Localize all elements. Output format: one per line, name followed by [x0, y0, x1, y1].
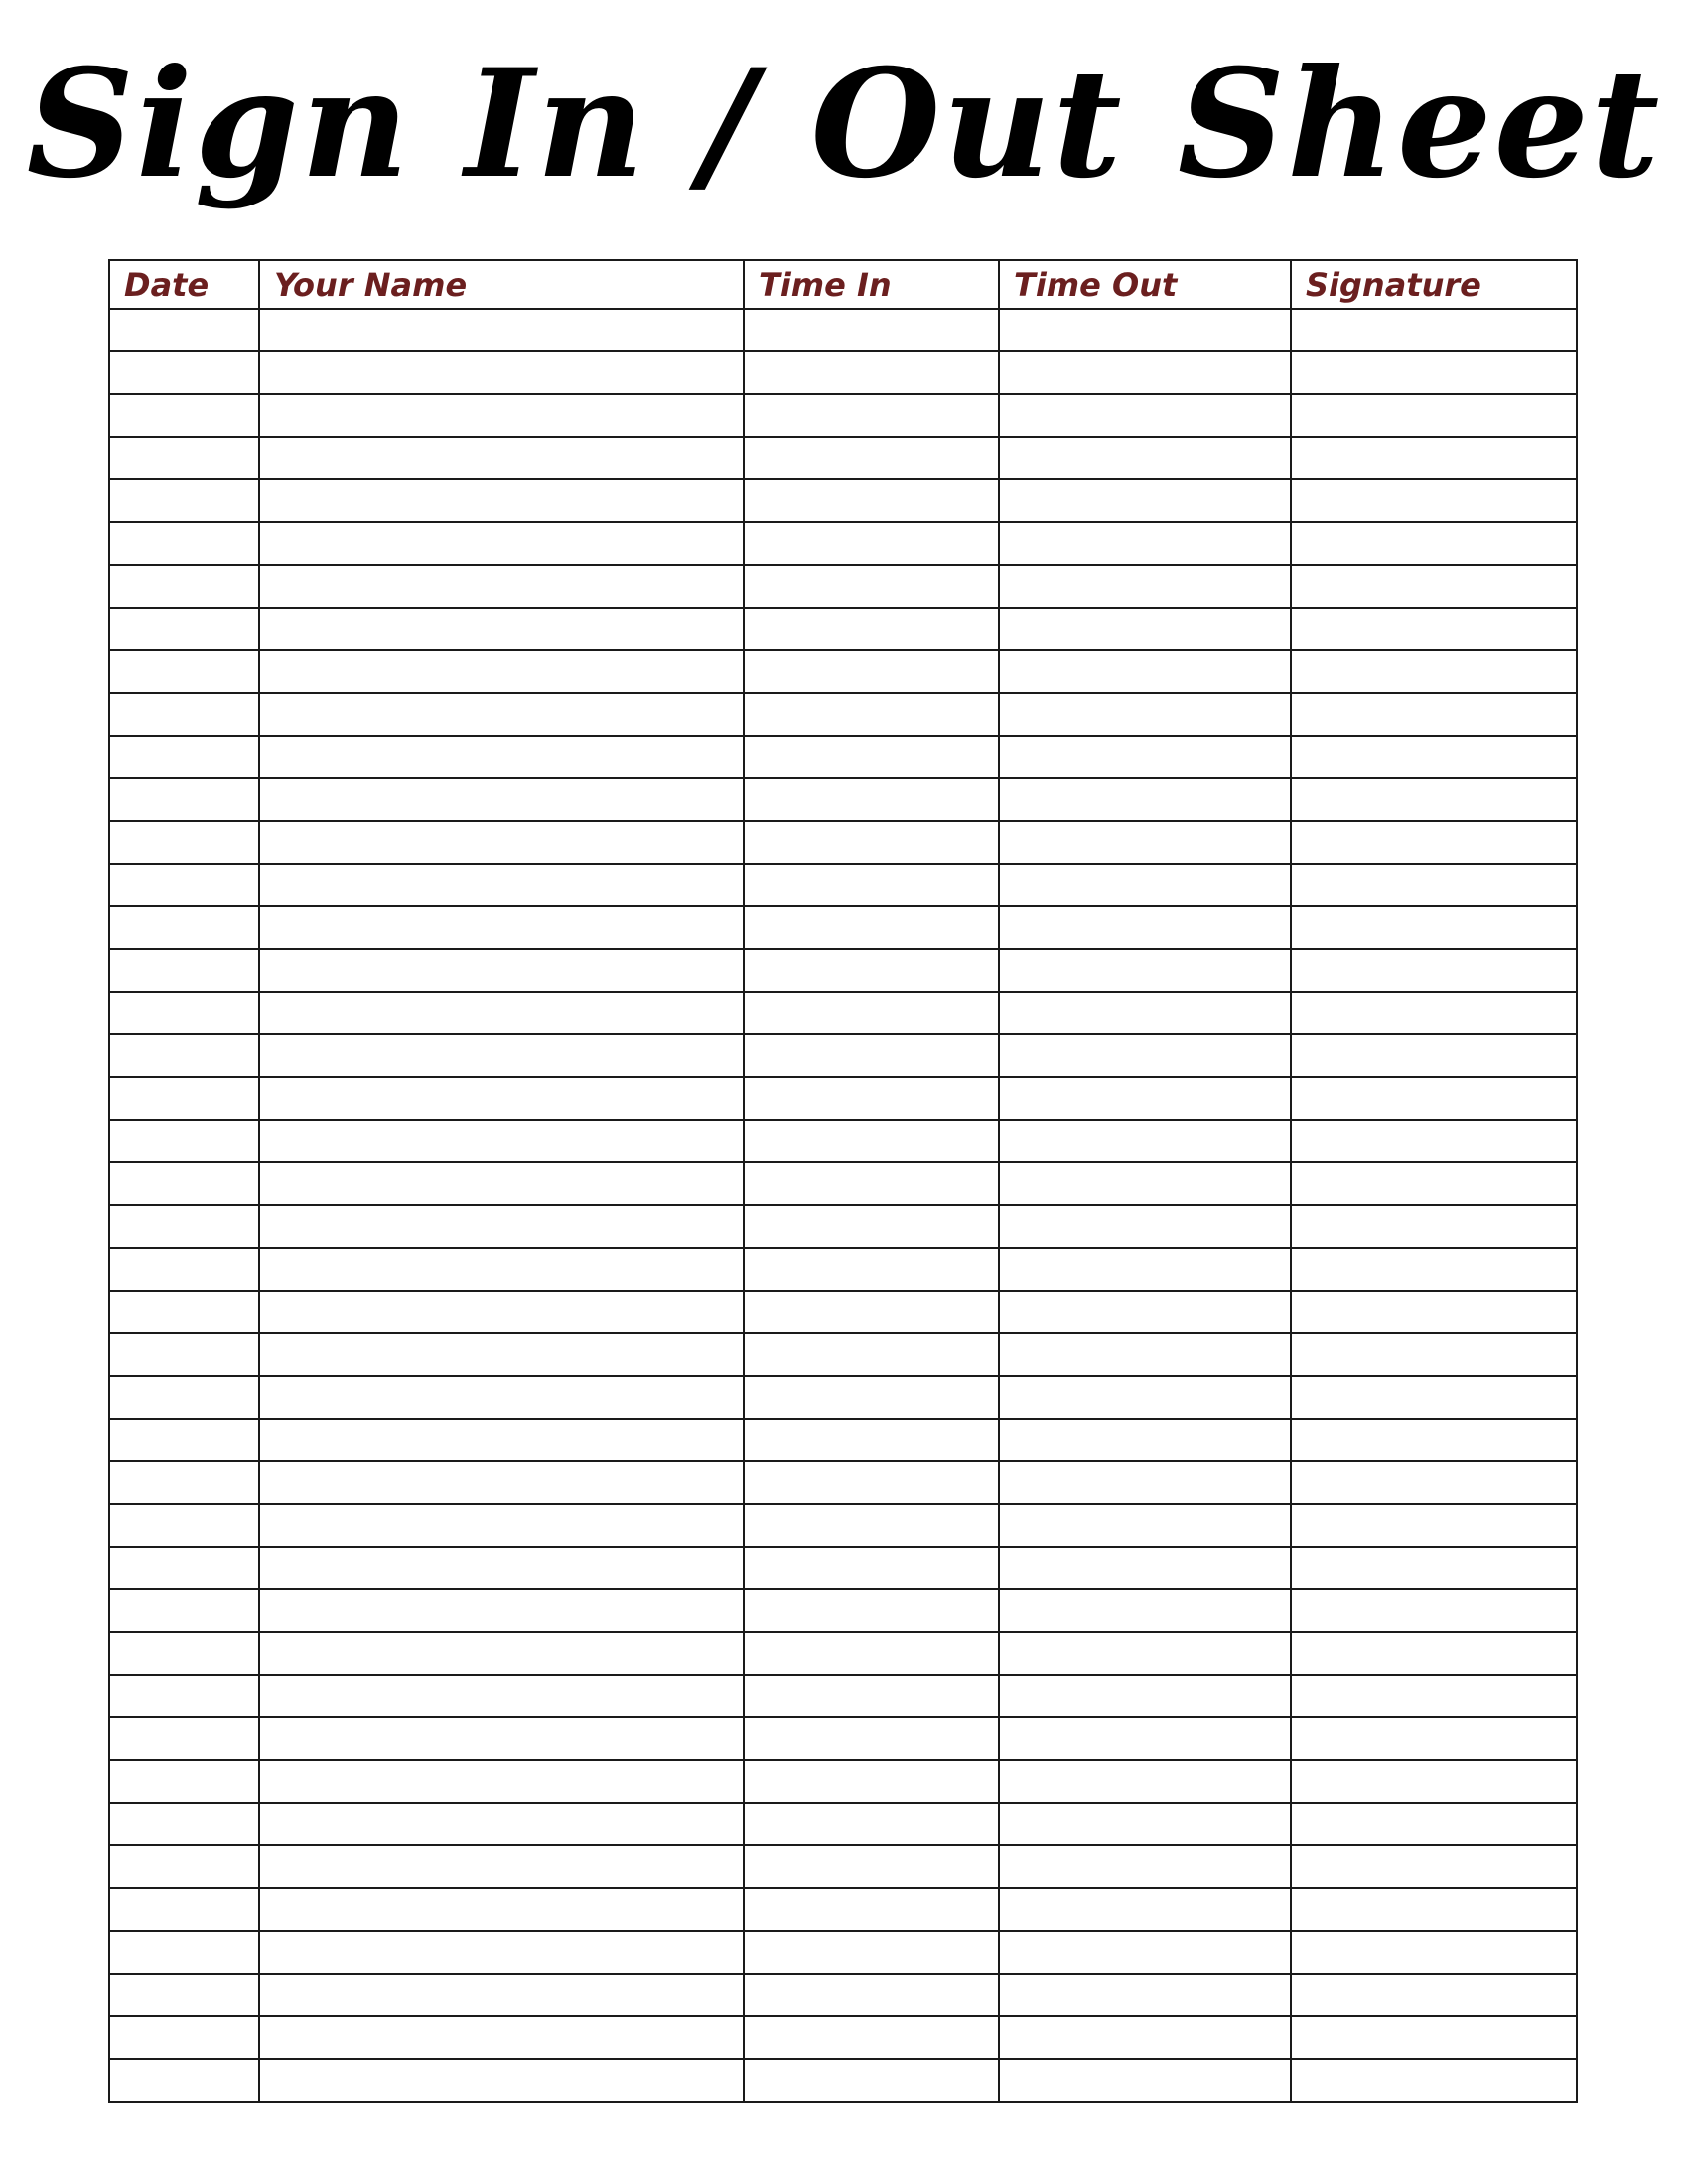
name-cell[interactable]: [259, 1291, 744, 1333]
signature-cell[interactable]: [1291, 906, 1577, 949]
signature-cell[interactable]: [1291, 949, 1577, 992]
name-cell[interactable]: [259, 1803, 744, 1845]
column-header-time-in: Time In: [744, 260, 999, 309]
name-cell[interactable]: [259, 1461, 744, 1504]
name-cell[interactable]: [259, 778, 744, 821]
date-cell[interactable]: [109, 992, 259, 1034]
time-in-cell[interactable]: [744, 1504, 999, 1547]
time-out-cell[interactable]: [999, 1931, 1291, 1974]
time-in-cell[interactable]: [744, 1205, 999, 1248]
time-out-cell[interactable]: [999, 394, 1291, 437]
time-in-cell[interactable]: [744, 1333, 999, 1376]
time-in-cell[interactable]: [744, 864, 999, 906]
date-cell[interactable]: [109, 1675, 259, 1717]
time-in-cell[interactable]: [744, 1845, 999, 1888]
time-in-cell[interactable]: [744, 1974, 999, 2016]
table-row: [109, 821, 1577, 864]
date-cell[interactable]: [109, 1888, 259, 1931]
date-cell[interactable]: [109, 906, 259, 949]
name-cell[interactable]: [259, 1333, 744, 1376]
date-cell[interactable]: [109, 736, 259, 778]
signature-cell[interactable]: [1291, 1333, 1577, 1376]
time-out-cell[interactable]: [999, 1162, 1291, 1205]
time-in-cell[interactable]: [744, 1675, 999, 1717]
table-row: [109, 1034, 1577, 1077]
date-cell[interactable]: [109, 351, 259, 394]
signature-cell[interactable]: [1291, 608, 1577, 650]
name-cell[interactable]: [259, 1931, 744, 1974]
name-cell[interactable]: [259, 693, 744, 736]
date-cell[interactable]: [109, 1547, 259, 1589]
signature-cell[interactable]: [1291, 1589, 1577, 1632]
signature-cell[interactable]: [1291, 437, 1577, 479]
table-row: [109, 1376, 1577, 1419]
time-out-cell[interactable]: [999, 1803, 1291, 1845]
sign-in-table: [108, 259, 1578, 2103]
name-cell[interactable]: [259, 906, 744, 949]
table-header-row: [109, 260, 1577, 309]
time-in-cell[interactable]: [744, 1034, 999, 1077]
signature-cell[interactable]: [1291, 864, 1577, 906]
signature-cell[interactable]: [1291, 1504, 1577, 1547]
column-header-time-out: Time Out: [999, 260, 1291, 309]
time-out-cell[interactable]: [999, 906, 1291, 949]
name-cell[interactable]: [259, 394, 744, 437]
signature-cell[interactable]: [1291, 693, 1577, 736]
signature-cell[interactable]: [1291, 1077, 1577, 1120]
table-row: [109, 565, 1577, 608]
date-cell[interactable]: [109, 1077, 259, 1120]
time-in-cell[interactable]: [744, 437, 999, 479]
name-cell[interactable]: [259, 1547, 744, 1589]
date-cell[interactable]: [109, 437, 259, 479]
date-cell[interactable]: [109, 2059, 259, 2102]
table-row: [109, 1974, 1577, 2016]
time-out-cell[interactable]: [999, 1291, 1291, 1333]
time-in-cell[interactable]: [744, 949, 999, 992]
time-in-cell[interactable]: [744, 1589, 999, 1632]
date-cell[interactable]: [109, 693, 259, 736]
signature-cell[interactable]: [1291, 736, 1577, 778]
time-out-cell[interactable]: [999, 2016, 1291, 2059]
signature-cell[interactable]: [1291, 778, 1577, 821]
time-out-cell[interactable]: [999, 1589, 1291, 1632]
signature-cell[interactable]: [1291, 821, 1577, 864]
time-in-cell[interactable]: [744, 1547, 999, 1589]
signature-cell[interactable]: [1291, 650, 1577, 693]
table-row: [109, 309, 1577, 351]
table-row: [109, 1717, 1577, 1760]
time-out-cell[interactable]: [999, 309, 1291, 351]
time-in-cell[interactable]: [744, 1291, 999, 1333]
table-row: [109, 1589, 1577, 1632]
time-out-cell[interactable]: [999, 1248, 1291, 1291]
table-row: [109, 778, 1577, 821]
table-row: [109, 1675, 1577, 1717]
time-in-cell[interactable]: [744, 1717, 999, 1760]
table-row: [109, 1803, 1577, 1845]
time-in-cell[interactable]: [744, 992, 999, 1034]
date-cell[interactable]: [109, 949, 259, 992]
name-cell[interactable]: [259, 1034, 744, 1077]
table-row: [109, 693, 1577, 736]
name-cell[interactable]: [259, 437, 744, 479]
table-row: [109, 351, 1577, 394]
table-row: [109, 522, 1577, 565]
time-out-cell[interactable]: [999, 864, 1291, 906]
table-row: [109, 1419, 1577, 1461]
time-in-cell[interactable]: [744, 1931, 999, 1974]
name-cell[interactable]: [259, 479, 744, 522]
name-cell[interactable]: [259, 309, 744, 351]
table-row: [109, 437, 1577, 479]
time-out-cell[interactable]: [999, 1419, 1291, 1461]
name-cell[interactable]: [259, 949, 744, 992]
time-out-cell[interactable]: [999, 736, 1291, 778]
time-out-cell[interactable]: [999, 479, 1291, 522]
name-cell[interactable]: [259, 565, 744, 608]
time-in-cell[interactable]: [744, 1461, 999, 1504]
table-row: [109, 906, 1577, 949]
name-cell[interactable]: [259, 608, 744, 650]
table-row: [109, 1120, 1577, 1162]
table-row: [109, 394, 1577, 437]
time-out-cell[interactable]: [999, 1461, 1291, 1504]
signature-cell[interactable]: [1291, 1931, 1577, 1974]
name-cell[interactable]: [259, 1589, 744, 1632]
date-cell[interactable]: [109, 565, 259, 608]
name-cell[interactable]: [259, 1675, 744, 1717]
date-cell[interactable]: [109, 1461, 259, 1504]
table-row: [109, 1845, 1577, 1888]
signature-cell[interactable]: [1291, 1547, 1577, 1589]
date-cell[interactable]: [109, 1162, 259, 1205]
table-row: [109, 608, 1577, 650]
table-row: [109, 1632, 1577, 1675]
time-out-cell[interactable]: [999, 693, 1291, 736]
date-cell[interactable]: [109, 650, 259, 693]
time-out-cell[interactable]: [999, 2059, 1291, 2102]
time-out-cell[interactable]: [999, 1120, 1291, 1162]
time-in-cell[interactable]: [744, 1419, 999, 1461]
signature-cell[interactable]: [1291, 394, 1577, 437]
signature-cell[interactable]: [1291, 351, 1577, 394]
signature-cell[interactable]: [1291, 565, 1577, 608]
name-cell[interactable]: [259, 1974, 744, 2016]
time-in-cell[interactable]: [744, 1120, 999, 1162]
name-cell[interactable]: [259, 1205, 744, 1248]
time-out-cell[interactable]: [999, 1504, 1291, 1547]
time-in-cell[interactable]: [744, 1632, 999, 1675]
time-out-cell[interactable]: [999, 992, 1291, 1034]
name-cell[interactable]: [259, 1419, 744, 1461]
date-cell[interactable]: [109, 2016, 259, 2059]
signature-cell[interactable]: [1291, 992, 1577, 1034]
signature-cell[interactable]: [1291, 1632, 1577, 1675]
table-row: [109, 1504, 1577, 1547]
date-cell[interactable]: [109, 1589, 259, 1632]
signature-cell[interactable]: [1291, 2059, 1577, 2102]
table-row: [109, 1205, 1577, 1248]
signature-cell[interactable]: [1291, 1717, 1577, 1760]
time-in-cell[interactable]: [744, 351, 999, 394]
time-out-cell[interactable]: [999, 608, 1291, 650]
date-cell[interactable]: [109, 479, 259, 522]
name-cell[interactable]: [259, 1717, 744, 1760]
time-out-cell[interactable]: [999, 949, 1291, 992]
name-cell[interactable]: [259, 1888, 744, 1931]
time-in-cell[interactable]: [744, 693, 999, 736]
time-in-cell[interactable]: [744, 1077, 999, 1120]
table-row: [109, 1248, 1577, 1291]
time-out-cell[interactable]: [999, 351, 1291, 394]
time-out-cell[interactable]: [999, 437, 1291, 479]
table-row: [109, 992, 1577, 1034]
date-cell[interactable]: [109, 1248, 259, 1291]
date-cell[interactable]: [109, 522, 259, 565]
time-in-cell[interactable]: [744, 479, 999, 522]
date-cell[interactable]: [109, 1632, 259, 1675]
name-cell[interactable]: [259, 821, 744, 864]
signature-cell[interactable]: [1291, 1034, 1577, 1077]
signature-cell[interactable]: [1291, 1205, 1577, 1248]
date-cell[interactable]: [109, 1504, 259, 1547]
column-header-date: Date: [109, 260, 259, 309]
time-out-cell[interactable]: [999, 1205, 1291, 1248]
name-cell[interactable]: [259, 522, 744, 565]
table-row: [109, 1077, 1577, 1120]
name-cell[interactable]: [259, 2016, 744, 2059]
time-in-cell[interactable]: [744, 1888, 999, 1931]
time-out-cell[interactable]: [999, 1888, 1291, 1931]
signature-cell[interactable]: [1291, 309, 1577, 351]
time-out-cell[interactable]: [999, 1077, 1291, 1120]
table-row: [109, 1333, 1577, 1376]
time-out-cell[interactable]: [999, 650, 1291, 693]
time-in-cell[interactable]: [744, 2016, 999, 2059]
signature-cell[interactable]: [1291, 1845, 1577, 1888]
name-cell[interactable]: [259, 1248, 744, 1291]
date-cell[interactable]: [109, 1291, 259, 1333]
signature-cell[interactable]: [1291, 1760, 1577, 1803]
time-in-cell[interactable]: [744, 309, 999, 351]
time-out-cell[interactable]: [999, 1845, 1291, 1888]
signature-cell[interactable]: [1291, 1162, 1577, 1205]
date-cell[interactable]: [109, 1931, 259, 1974]
date-cell[interactable]: [109, 1333, 259, 1376]
date-cell[interactable]: [109, 1205, 259, 1248]
date-cell[interactable]: [109, 1803, 259, 1845]
name-cell[interactable]: [259, 992, 744, 1034]
table-body: [109, 309, 1577, 2102]
time-out-cell[interactable]: [999, 1333, 1291, 1376]
date-cell[interactable]: [109, 1974, 259, 2016]
name-cell[interactable]: [259, 650, 744, 693]
time-out-cell[interactable]: [999, 1632, 1291, 1675]
signature-cell[interactable]: [1291, 1376, 1577, 1419]
date-cell[interactable]: [109, 1760, 259, 1803]
name-cell[interactable]: [259, 1120, 744, 1162]
time-in-cell[interactable]: [744, 736, 999, 778]
signature-cell[interactable]: [1291, 1675, 1577, 1717]
name-cell[interactable]: [259, 351, 744, 394]
name-cell[interactable]: [259, 1162, 744, 1205]
table-row: [109, 2016, 1577, 2059]
column-header-your-name: Your Name: [259, 260, 744, 309]
date-cell[interactable]: [109, 778, 259, 821]
name-cell[interactable]: [259, 1845, 744, 1888]
table-row: [109, 1461, 1577, 1504]
time-out-cell[interactable]: [999, 1547, 1291, 1589]
name-cell[interactable]: [259, 1504, 744, 1547]
table-row: [109, 1162, 1577, 1205]
time-out-cell[interactable]: [999, 821, 1291, 864]
name-cell[interactable]: [259, 1077, 744, 1120]
table-row: [109, 2059, 1577, 2102]
name-cell[interactable]: [259, 1760, 744, 1803]
signature-cell[interactable]: [1291, 522, 1577, 565]
date-cell[interactable]: [109, 821, 259, 864]
table-row: [109, 864, 1577, 906]
column-header-signature: Signature: [1291, 260, 1577, 309]
signature-cell[interactable]: [1291, 1120, 1577, 1162]
time-out-cell[interactable]: [999, 1675, 1291, 1717]
date-cell[interactable]: [109, 1845, 259, 1888]
time-in-cell[interactable]: [744, 522, 999, 565]
time-in-cell[interactable]: [744, 565, 999, 608]
date-cell[interactable]: [109, 864, 259, 906]
date-cell[interactable]: [109, 1120, 259, 1162]
signature-cell[interactable]: [1291, 1974, 1577, 2016]
signature-cell[interactable]: [1291, 1248, 1577, 1291]
time-in-cell[interactable]: [744, 1376, 999, 1419]
table-row: [109, 650, 1577, 693]
time-out-cell[interactable]: [999, 778, 1291, 821]
time-out-cell[interactable]: [999, 565, 1291, 608]
signature-cell[interactable]: [1291, 1888, 1577, 1931]
time-out-cell[interactable]: [999, 1376, 1291, 1419]
date-cell[interactable]: [109, 1717, 259, 1760]
date-cell[interactable]: [109, 1419, 259, 1461]
signature-cell[interactable]: [1291, 479, 1577, 522]
time-out-cell[interactable]: [999, 1760, 1291, 1803]
date-cell[interactable]: [109, 608, 259, 650]
table-row: [109, 1291, 1577, 1333]
table-row: [109, 736, 1577, 778]
name-cell[interactable]: [259, 2059, 744, 2102]
time-out-cell[interactable]: [999, 1717, 1291, 1760]
time-in-cell[interactable]: [744, 2059, 999, 2102]
time-in-cell[interactable]: [744, 1803, 999, 1845]
time-in-cell[interactable]: [744, 821, 999, 864]
time-in-cell[interactable]: [744, 1248, 999, 1291]
date-cell[interactable]: [109, 1376, 259, 1419]
page-title: Sign In / Out Sheet: [26, 37, 1662, 211]
time-in-cell[interactable]: [744, 1760, 999, 1803]
name-cell[interactable]: [259, 736, 744, 778]
signature-cell[interactable]: [1291, 1291, 1577, 1333]
date-cell[interactable]: [109, 309, 259, 351]
time-out-cell[interactable]: [999, 1034, 1291, 1077]
name-cell[interactable]: [259, 864, 744, 906]
table-row: [109, 1760, 1577, 1803]
signature-cell[interactable]: [1291, 1419, 1577, 1461]
time-out-cell[interactable]: [999, 522, 1291, 565]
time-in-cell[interactable]: [744, 906, 999, 949]
table-row: [109, 1888, 1577, 1931]
table-row: [109, 949, 1577, 992]
table-row: [109, 479, 1577, 522]
time-in-cell[interactable]: [744, 1162, 999, 1205]
name-cell[interactable]: [259, 1376, 744, 1419]
table-row: [109, 1547, 1577, 1589]
time-in-cell[interactable]: [744, 608, 999, 650]
name-cell[interactable]: [259, 1632, 744, 1675]
date-cell[interactable]: [109, 394, 259, 437]
signature-cell[interactable]: [1291, 1803, 1577, 1845]
time-out-cell[interactable]: [999, 1974, 1291, 2016]
signature-cell[interactable]: [1291, 2016, 1577, 2059]
time-in-cell[interactable]: [744, 778, 999, 821]
time-in-cell[interactable]: [744, 394, 999, 437]
date-cell[interactable]: [109, 1034, 259, 1077]
time-in-cell[interactable]: [744, 650, 999, 693]
signature-cell[interactable]: [1291, 1461, 1577, 1504]
table-row: [109, 1931, 1577, 1974]
